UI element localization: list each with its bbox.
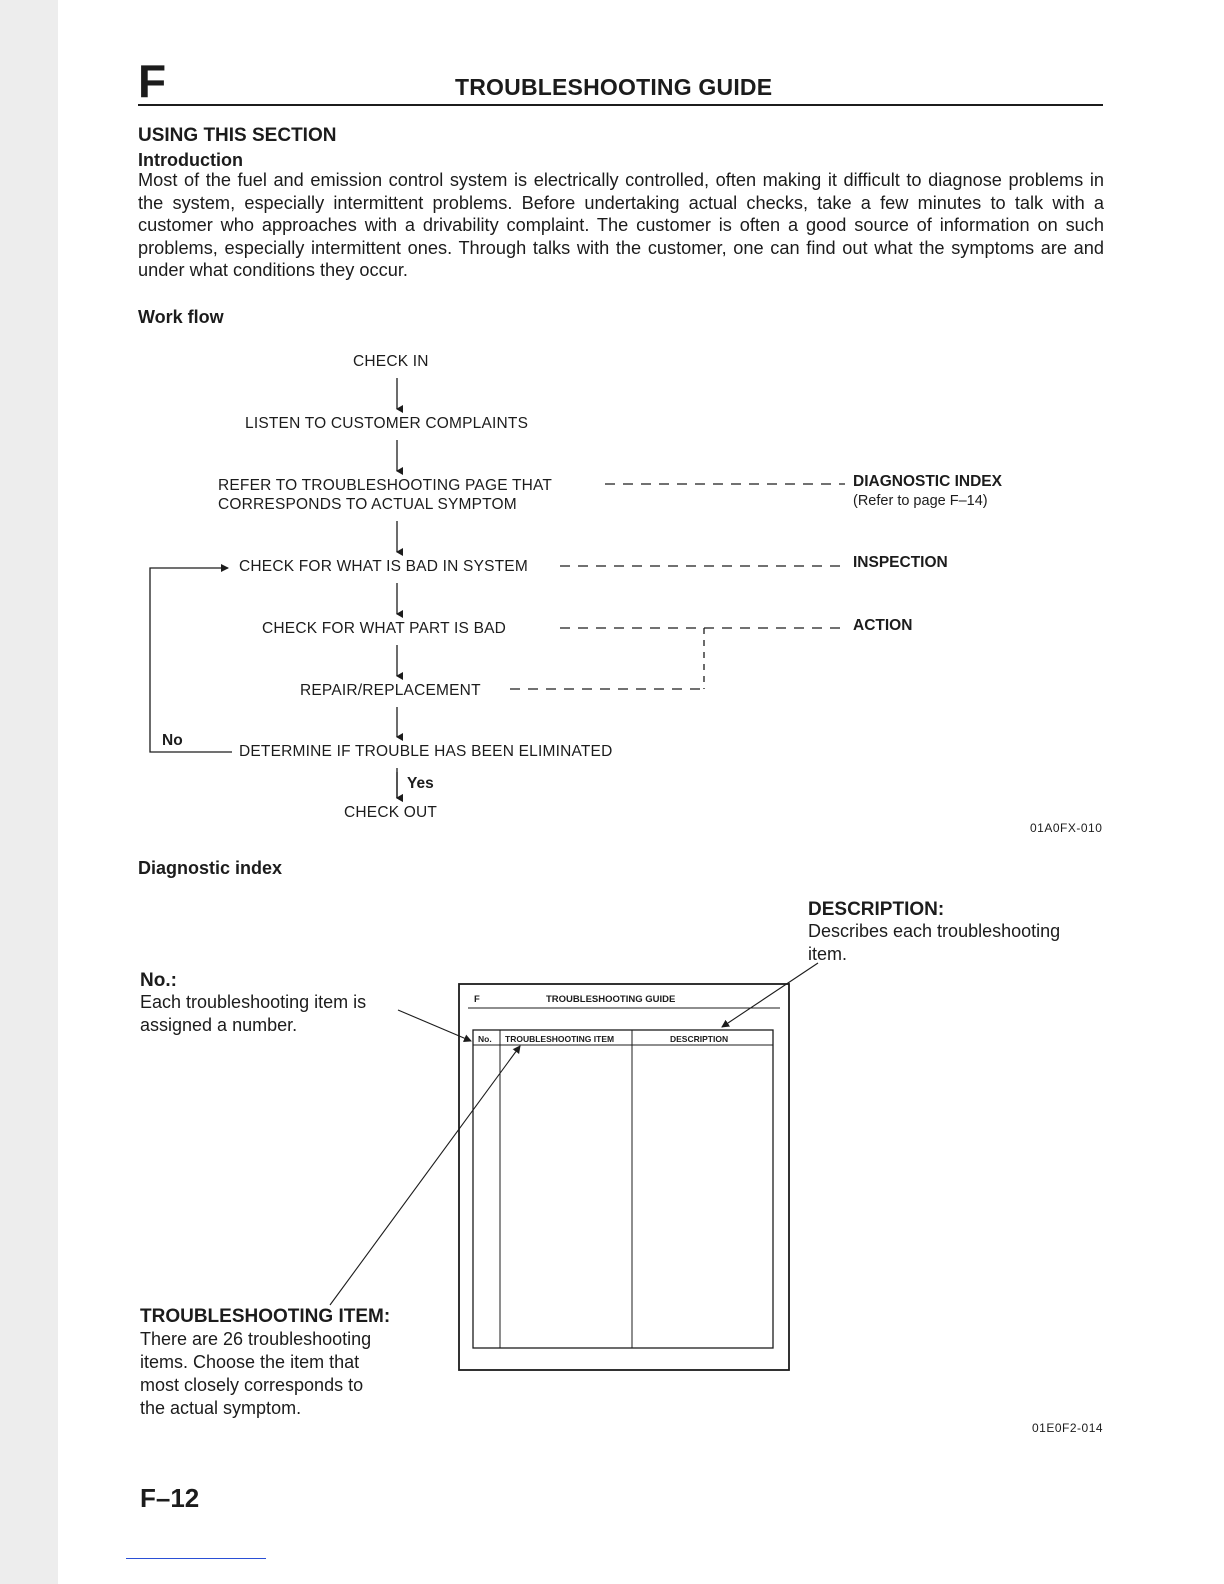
flow-step-refer-line1: REFER TO TROUBLESHOOTING PAGE THAT	[218, 477, 553, 494]
mini-col-description: DESCRIPTION	[670, 1034, 729, 1044]
diagnostic-index-heading: Diagnostic index	[138, 858, 283, 878]
page-title: TROUBLESHOOTING GUIDE	[455, 74, 773, 100]
intro-paragraph: Most of the fuel and emission control system is electrically controlled, often making it difficult to diagnose problems in the system, especially intermittent problems. Before undertaking actual checks, take a few minutes to talk with a customer who approaches with a drivability complaint. The customer is often a good source of information on such problems, especially intermittent ones. Through talks with the customer, one can find out what the symptoms are and under what conditions they occur.	[138, 170, 1104, 280]
flow-step-check-system: CHECK FOR WHAT IS BAD IN SYSTEM	[239, 558, 528, 575]
item-callout-line4: the actual symptom.	[140, 1398, 302, 1418]
result-action: ACTION	[853, 617, 913, 634]
no-callout-title: No.:	[140, 970, 177, 991]
intro-heading: Introduction	[138, 150, 243, 170]
section-heading: USING THIS SECTION	[138, 125, 337, 146]
section-letter: F	[138, 55, 167, 107]
no-callout-line1: Each troubleshooting item is	[140, 992, 367, 1012]
result-diagnostic-index: DIAGNOSTIC INDEX	[853, 473, 1002, 490]
yes-label: Yes	[407, 775, 434, 792]
mini-col-no: No.	[478, 1034, 492, 1044]
item-callout-title: TROUBLESHOOTING ITEM:	[140, 1306, 391, 1327]
description-callout-title: DESCRIPTION:	[808, 899, 945, 920]
flow-step-listen: LISTEN TO CUSTOMER COMPLAINTS	[245, 415, 529, 432]
item-callout-line1: There are 26 troubleshooting	[140, 1329, 372, 1349]
loop-no-label: No	[162, 732, 183, 749]
item-callout-line3: most closely corresponds to	[140, 1375, 364, 1395]
mini-page-letter: F	[474, 994, 480, 1005]
flow-step-refer-line2: CORRESPONDS TO ACTUAL SYMPTOM	[218, 496, 517, 513]
result-inspection: INSPECTION	[853, 554, 948, 571]
result-diagnostic-index-note: (Refer to page F–14)	[853, 493, 988, 509]
figure-code-workflow: 01A0FX-010	[1030, 821, 1103, 835]
flow-step-determine: DETERMINE IF TROUBLE HAS BEEN ELIMINATED	[239, 743, 613, 760]
no-callout-line2: assigned a number.	[140, 1015, 298, 1035]
description-callout-line2: item.	[808, 944, 848, 964]
page-number: F–12	[140, 1483, 200, 1513]
flow-step-check-in: CHECK IN	[353, 353, 429, 370]
no-loop-line	[150, 568, 232, 752]
figure-code-index: 01E0F2-014	[1032, 1421, 1104, 1435]
mini-col-item: TROUBLESHOOTING ITEM	[505, 1034, 615, 1044]
flow-step-check-out: CHECK OUT	[344, 804, 438, 821]
description-callout-line1: Describes each troubleshooting	[808, 921, 1061, 941]
item-callout-line2: items. Choose the item that	[140, 1352, 360, 1372]
mini-page-title: TROUBLESHOOTING GUIDE	[546, 994, 676, 1005]
flow-step-repair: REPAIR/REPLACEMENT	[300, 682, 481, 699]
flow-step-check-part: CHECK FOR WHAT PART IS BAD	[262, 620, 507, 637]
work-flow-heading: Work flow	[138, 307, 224, 327]
